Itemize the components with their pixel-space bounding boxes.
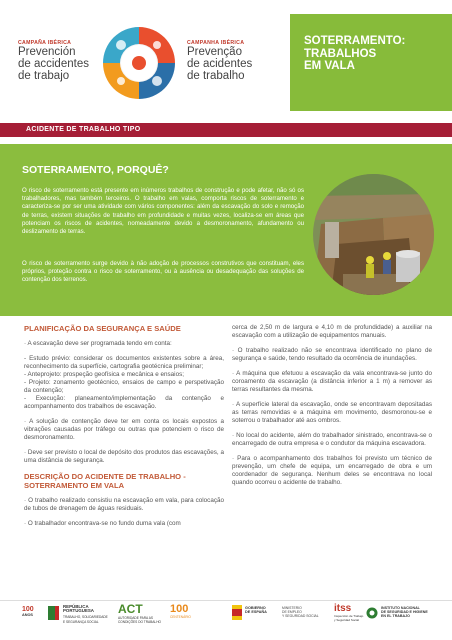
accident-paragraph-2: · O trabalhador encontrava-se no fundo duma vala (com (24, 520, 181, 527)
campaign-pt-title-3: de trabalho (187, 70, 245, 82)
spain-flag-icon (232, 605, 242, 620)
intro-paragraph-2: O risco de soterramento surge devido à não adoção de processos construtivos que constituam, eles próprios, proteção contra o risco de soterramento, ou à ausência ou desadequação das soluções de contenção dos terrenos. (22, 260, 304, 284)
section-accident-title: DESCRIÇÃO DO ACIDENTE DE TRABALHO - SOTERRAMENTO EM VALA (24, 472, 186, 490)
planning-paragraph-3: · A solução de contenção deve ter em conta os locais expostos a vibrações causadas por tráfego ou outras que potenciem o risco de desmoronamento. (24, 418, 224, 441)
planning-item-execucao: - Execução: planeamento/implementação da contenção e acompanhamento dos trabalhos de escavação. (24, 395, 224, 410)
logo-act-sub-1: AUTORIDADE PARA AS (118, 616, 153, 620)
document-title-line-1: SOTERRAMENTO: (304, 35, 406, 47)
right-column (232, 324, 432, 494)
campaign-es-title-2: de accidentes (18, 58, 89, 70)
accident-paragraph-6: · No local do acidente, além do trabalhador sinistrado, encontrava-se o encarregado de outra empresa e o condutor da máquina escavadora. (232, 432, 432, 447)
logo-act-text: ACT (118, 602, 143, 616)
logo-insht-1: INSTITUTO NACIONAL (381, 606, 420, 610)
logo-itss-text: itss (334, 603, 352, 614)
accident-paragraph-1: · O trabalho realizado consistiu na escavação em vala, para colocação de tubos de drenagem de águas residuais. (24, 497, 224, 512)
logo-act (118, 603, 161, 624)
logo-100-anos-txt: ANOS (22, 613, 33, 617)
intro-heading: SOTERRAMENTO, PORQUÊ? (22, 164, 169, 176)
section-planning-title: PLANIFICAÇÃO DA SEGURANÇA E SAÚDE (24, 324, 181, 333)
accident-paragraph-5: · A superfície lateral da escavação, onde se encontravam depositadas as terras removidas e a máquina em movimento, desmoronou-se e soterrou o trabalhador até aos ombros. (232, 401, 432, 424)
logo-ministerio-2: DE EMPLEO (282, 610, 302, 615)
logo-republica-1: REPÚBLICA (63, 604, 89, 609)
logo-gobierno-2: DE ESPAÑA (245, 610, 267, 615)
logo-gobierno (245, 606, 267, 614)
planning-paragraph-1: · A escavação deve ser programada tendo em conta: (24, 340, 172, 347)
logo-centenario-num: 100 (170, 603, 189, 615)
trench-photo (313, 174, 434, 295)
campaign-es-label: CAMPAÑA IBÉRICA (18, 40, 72, 46)
logo-insht (381, 606, 428, 619)
logo-100-anos-num: 100 (22, 606, 34, 613)
planning-item-estudo: - Estudo prévio: considerar os documentos existentes sobre a área, reconhecimento da superfície, cartografia geotécnica preliminar; (24, 355, 224, 370)
logo-itss-sub-2: y Seguridad Social (334, 618, 360, 623)
campaign-pt-title-2: de acidentes (187, 58, 253, 70)
logo-insht-2: DE SEGURIDAD E HIGIENE (381, 610, 428, 615)
logo-republica (63, 605, 108, 624)
logo-republica-sub-1: TRABALHO, SOLIDARIEDADE (63, 615, 108, 620)
logo-ministerio (282, 606, 319, 619)
document-title-line-3: EM VALA (304, 60, 355, 72)
logo-ministerio-3: Y SEGURIDAD SOCIAL (282, 614, 319, 619)
logo-centenario (170, 603, 191, 619)
logo-act-sub-2: CONDIÇÕES DO TRABALHO (118, 620, 161, 625)
footer-logos (0, 600, 452, 640)
planning-item-anteprojeto: - Anteprojeto: prospeção geofísica e mecânica e ensaios; (24, 371, 184, 378)
campaign-pt (187, 40, 292, 82)
logo-centenario-sub: CENTENÁRIO (170, 615, 191, 619)
logo-itss-sub-1: Inspección de Trabajo (334, 614, 364, 618)
logo-republica-sub-2: E SEGURANÇA SOCIAL (63, 619, 99, 624)
intro-paragraph-1: O risco de soterramento está presente em inúmeros trabalhos de construção e pode afetar, não só os trabalhadores, mas também terceiros. O trabalho em valas, comporta riscos de soterramento e caracteriza-se por ser uma atividade com vários componentes: além da escavação do solo e remoção de terras, existem situações de trabalho em profundidade e muitas vezes, localiza-se em áreas que potenciam os riscos de acidentes, nomeadamente devido a desmoronamento, afundamento ou deslizamento de terras. (22, 187, 304, 236)
campaign-pt-label: CAMPANHA IBÉRICA (187, 40, 245, 46)
logo-gobierno-1: GOBIERNO (245, 606, 266, 610)
planning-paragraph-4: · Deve ser previsto o local de depósito dos produtos das escavações, a uma distância de segurança. (24, 449, 224, 464)
campaign-es-title-3: de trabajo (18, 70, 70, 82)
planning-item-projeto: - Projeto: zonamento geotécnico, ensaios de campo e perspetivação da contenção; (24, 379, 224, 394)
logo-100-anos (22, 606, 34, 617)
logo-itss (334, 603, 363, 622)
campaign-pt-title-1: Prevenção (187, 46, 242, 58)
document-title-line-2: TRABALHOS (304, 47, 377, 60)
accident-paragraph-4: · A máquina que efetuou a escavação da vala encontrava-se junto do coroamento da escavação (a distância inferior a 1 m) a remover as terras resultantes da mesma. (232, 370, 432, 393)
logo-insht-3: EN EL TRABAJO (381, 614, 410, 619)
band-label: ACIDENTE DE TRABALHO TIPO (22, 123, 202, 137)
accident-paragraph-3: · O trabalho realizado não se encontrava identificado no plano de segurança e saúde, tendo resultado da ocorrência de inundações. (232, 347, 432, 362)
portugal-flag-icon (48, 606, 59, 620)
section-band (0, 123, 452, 137)
header (0, 0, 452, 118)
campaign-es-title-1: Prevención (18, 46, 76, 58)
accident-paragraph-2-cont: cerca de 2,50 m de largura e 4,10 m de profundidade) a auxiliar na escavação com a utilização de equipamentos manuais. (232, 324, 432, 339)
insht-emblem-icon (366, 607, 378, 619)
logo-ministerio-1: MINISTERIO (282, 606, 302, 610)
campaign-logo (96, 20, 182, 106)
logo-republica-2: PORTUGUESA (63, 608, 94, 614)
left-column (24, 324, 224, 535)
document-title (290, 14, 452, 111)
accident-paragraph-7: · Para o acompanhamento dos trabalhos foi previsto um técnico de prevenção, um chefe de equipa, um encarregado de obra e um coordenador de segurança. Nenhum deles se encontrava no local quando ocorreu o acidente de trabalho. (232, 455, 432, 486)
